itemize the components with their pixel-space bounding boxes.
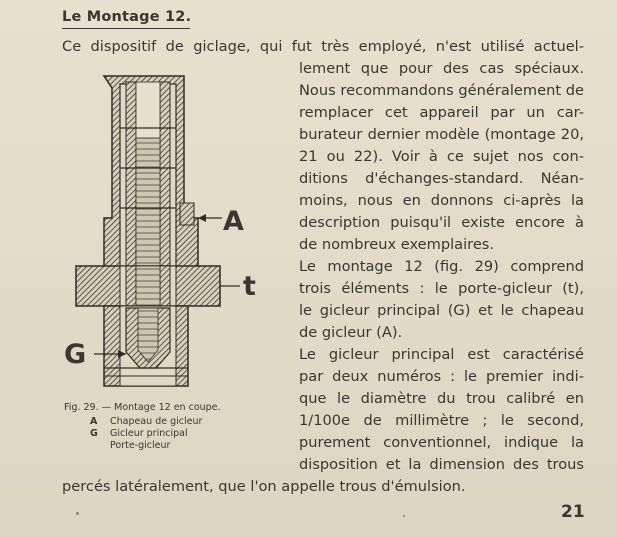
legend-key: G xyxy=(90,428,98,439)
text-line: moins, nous en donnons ci-après la xyxy=(299,192,584,209)
text-line: disposition et la dimension des trous xyxy=(299,456,584,473)
text-line: Le montage 12 (fig. 29) comprend xyxy=(299,258,584,275)
legend-text: Porte-gicleur xyxy=(110,440,171,451)
text-line: purement conventionnel, indique la xyxy=(299,434,584,451)
text-line: de gicleur (A). xyxy=(299,324,403,341)
text-line: description puisqu'il existe encore à xyxy=(299,214,584,231)
text-line: trois éléments : le porte-gicleur (t), xyxy=(299,280,584,297)
text-line: Le gicleur principal est caractérisé xyxy=(299,346,584,363)
text-line: le gicleur principal (G) et le chapeau xyxy=(299,302,584,319)
paper-speck xyxy=(76,512,79,515)
text-line: Nous recommandons généralement de xyxy=(299,82,584,99)
paper-speck xyxy=(403,515,405,517)
figure-label-a: A xyxy=(223,206,244,237)
text-line: que le diamètre du trou calibré en xyxy=(299,390,584,407)
text-line: percés latéralement, que l'on appelle trous d'émulsion. xyxy=(62,478,466,495)
text-line: par deux numéros : le premier indi- xyxy=(299,368,584,385)
figure-label-t: t xyxy=(243,271,256,302)
text-line: 1/100e de millimètre ; le second, xyxy=(299,412,584,429)
legend-key: A xyxy=(90,416,98,427)
legend-text: Gicleur principal xyxy=(110,428,188,439)
text-line: ditions d'échanges-standard. Néan- xyxy=(299,170,584,187)
text-line: lement que pour des cas spéciaux. xyxy=(299,60,584,77)
section-heading: Le Montage 12. xyxy=(62,9,192,25)
figure-label-g: G xyxy=(64,339,87,370)
figure-caption: Fig. 29. — Montage 12 en coupe. xyxy=(64,402,221,413)
legend-text: Chapeau de gicleur xyxy=(110,416,203,427)
text-line: remplacer cet appareil par un car- xyxy=(299,104,584,121)
text-line: burateur dernier modèle (montage 20, xyxy=(299,126,584,143)
page-number: 21 xyxy=(561,502,585,522)
text-line: Ce dispositif de giclage, qui fut très employé, n'est utilisé actuel- xyxy=(62,38,584,55)
text-line: de nombreux exemplaires. xyxy=(299,236,495,253)
text-line: 21 ou 22). Voir à ce sujet nos con- xyxy=(299,148,584,165)
heading-underline xyxy=(62,28,190,29)
